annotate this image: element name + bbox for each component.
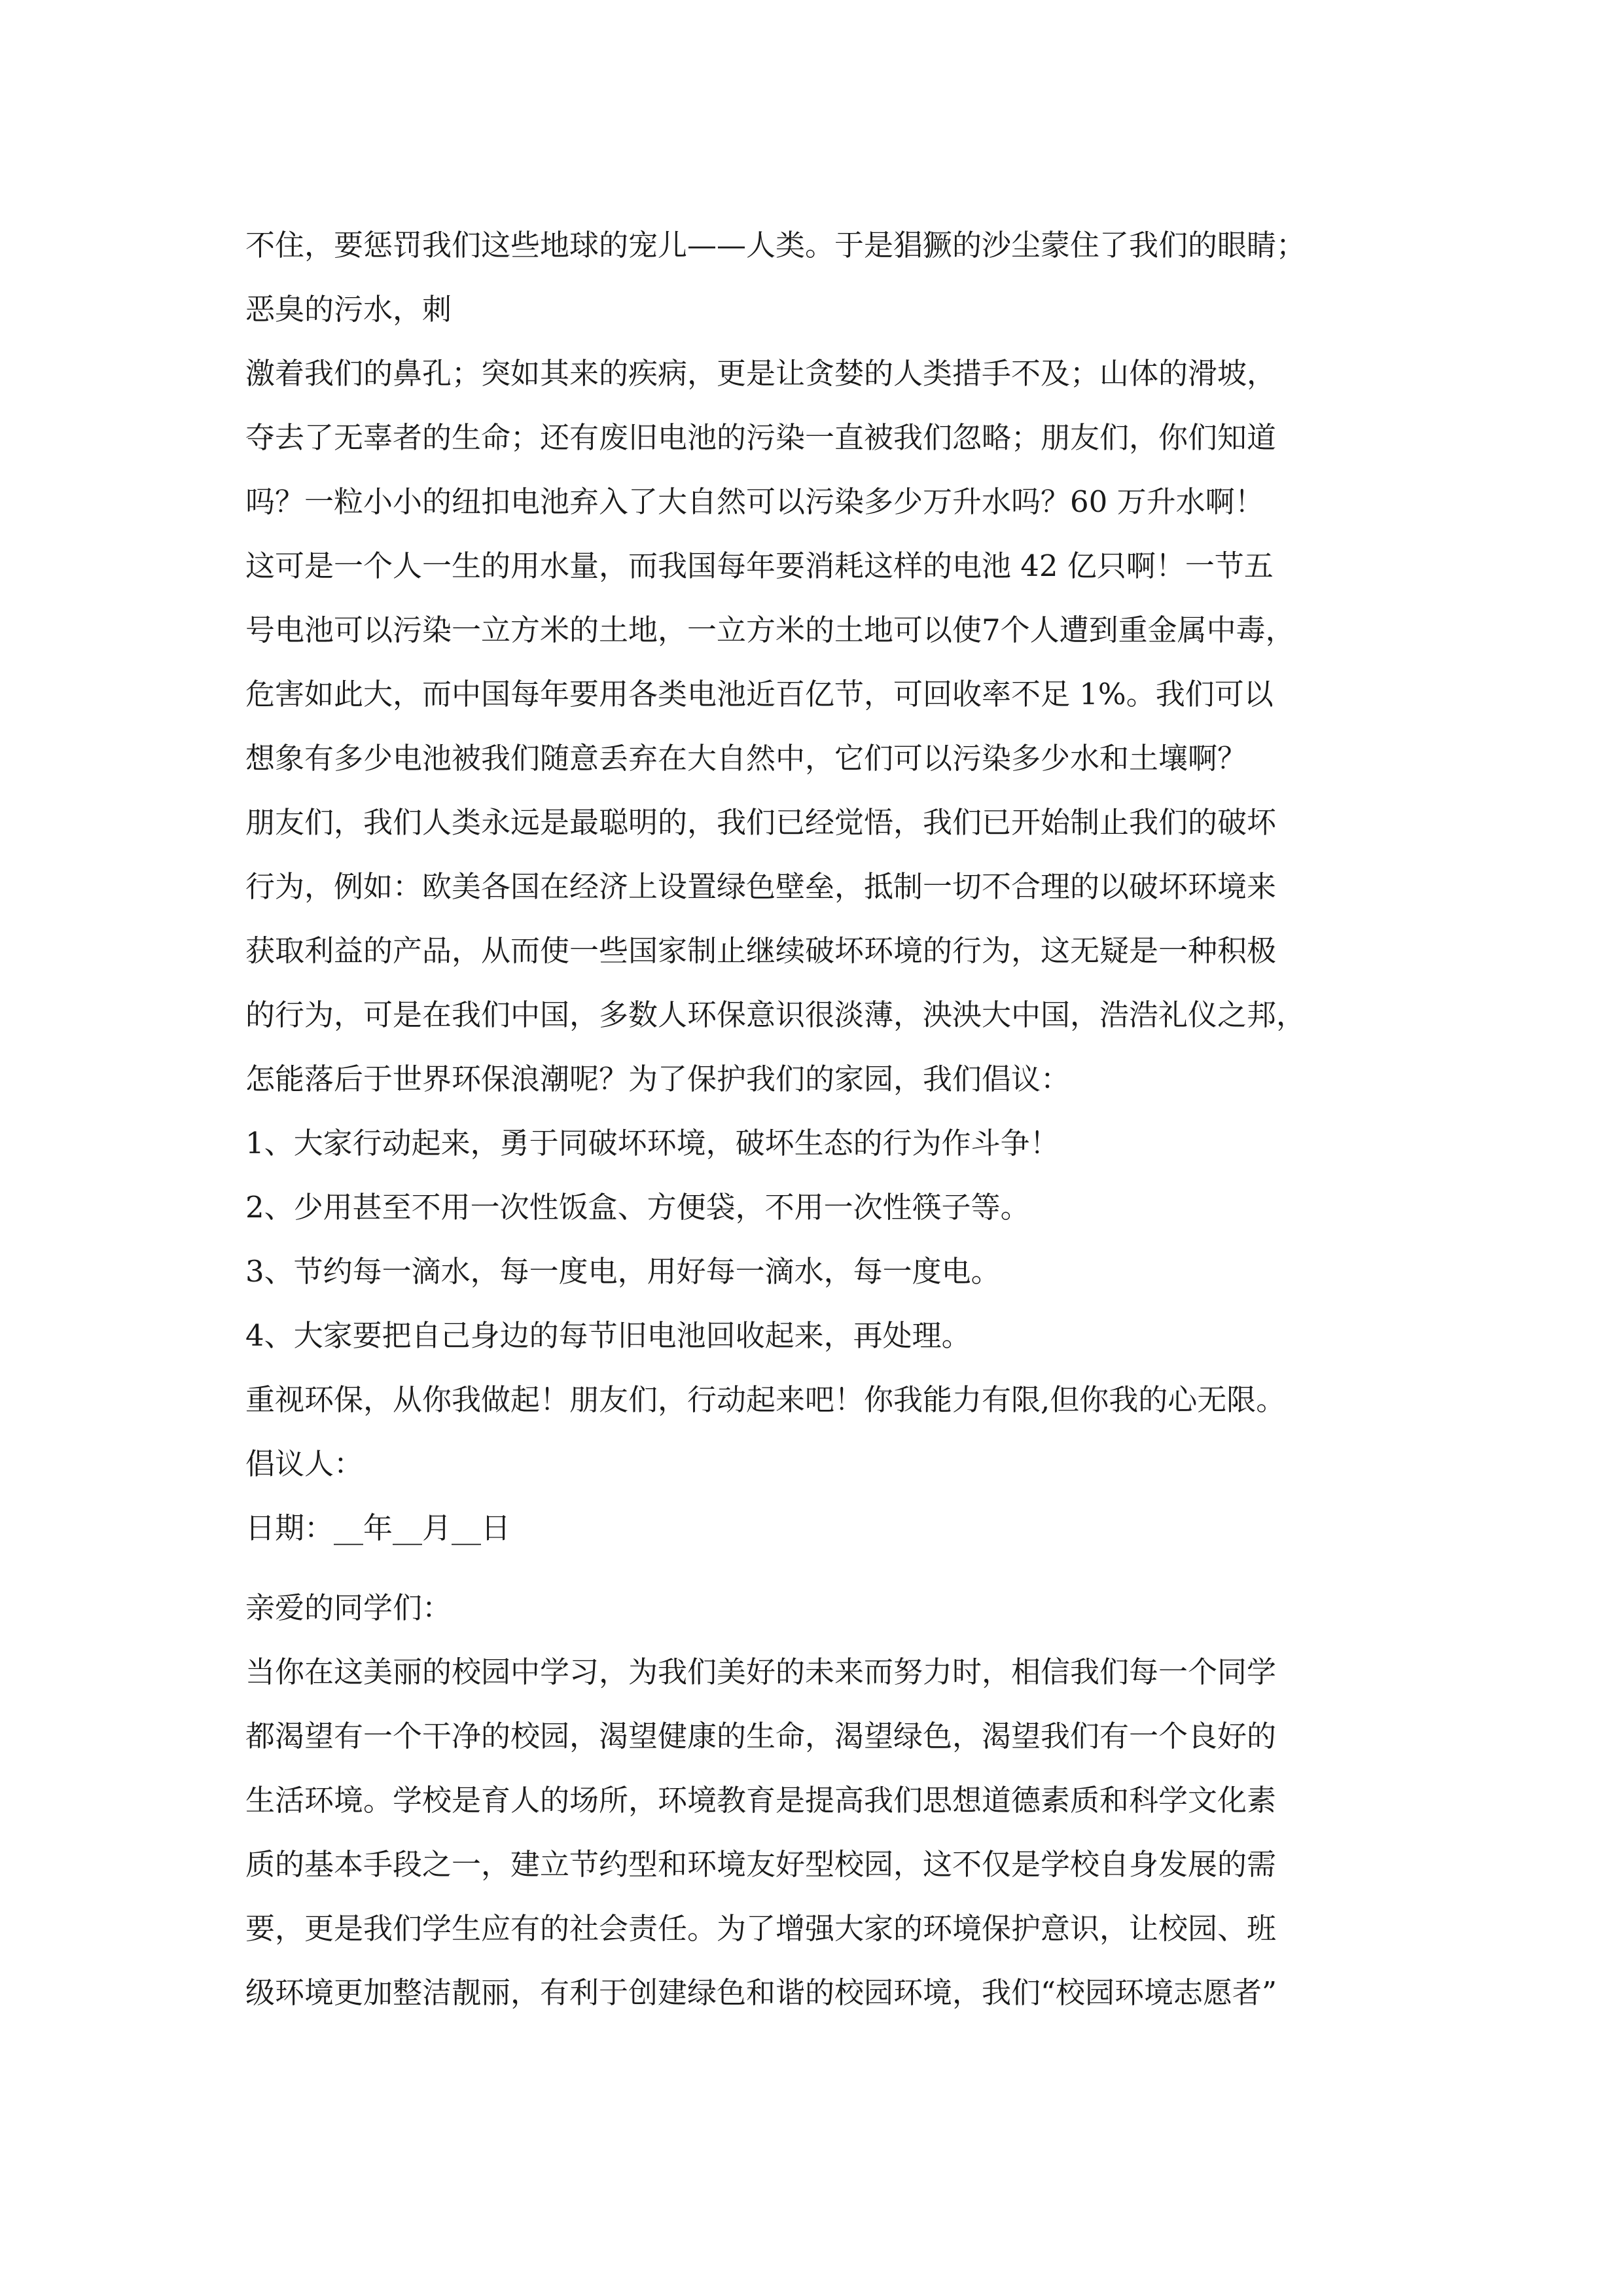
proposal-text-part1 (245, 213, 1404, 1560)
text-line: 怎能落后于世界环保浪潮呢？为了保护我们的家园，我们倡议： (245, 1062, 1071, 1096)
salutation: 亲爱的同学们： (245, 1590, 452, 1625)
proposal-item-4: 4、大家要把自己身边的每节旧电池回收起来，再处理。 (245, 1318, 971, 1353)
text-line: 危害如此大，而中国每年要用各类电池近百亿节，可回收率不足 1%。我们可以 (245, 677, 1274, 711)
text-line: 的行为，可是在我们中国，多数人环保意识很淡薄，泱泱大中国，浩浩礼仪之邦， (245, 997, 1306, 1032)
proposal-item-2: 2、少用甚至不用一次性饭盒、方便袋，不用一次性筷子等。 (245, 1190, 1030, 1225)
text-line: 都渴望有一个干净的校园，渴望健康的生命，渴望绿色，渴望我们有一个良好的 (245, 1719, 1277, 1753)
date-line: 日期：__年__月__日 (245, 1511, 511, 1545)
text-line: 级环境更加整洁靓丽，有利于创建绿色和谐的校园环境，我们“校园环境志愿者” (245, 1975, 1277, 2010)
text-line: 想象有多少电池被我们随意丢弃在大自然中，它们可以污染多少水和土壤啊？ (245, 741, 1247, 776)
text-line: 朋友们，我们人类永远是最聪明的，我们已经觉悟，我们已开始制止我们的破坏 (245, 805, 1277, 840)
text-line: 要，更是我们学生应有的社会责任。为了增强大家的环境保护意识，让校园、班 (245, 1911, 1277, 1946)
text-line: 不住，要惩罚我们这些地球的宠儿——人类。于是猖獗的沙尘蒙住了我们的眼睛； (245, 228, 1306, 262)
text-line: 获取利益的产品，从而使一些国家制止继续破坏环境的行为，这无疑是一种积极 (245, 933, 1277, 968)
text-line: 号电池可以污染一立方米的土地，一立方米的土地可以使7个人遭到重金属中毒， (245, 613, 1295, 647)
text-line: 恶臭的污水，刺 (245, 292, 452, 327)
proposal-item-1: 1、大家行动起来，勇于同破坏环境，破坏生态的行为作斗争！ (245, 1126, 1060, 1160)
text-line: 当你在这美丽的校园中学习，为我们美好的未来而努力时，相信我们每一个同学 (245, 1655, 1277, 1689)
text-line: 这可是一个人一生的用水量，而我国每年要消耗这样的电池 42 亿只啊！一节五 (245, 548, 1274, 583)
text-line: 行为，例如：欧美各国在经济上设置绿色壁垒，抵制一切不合理的以破坏环境来 (245, 869, 1277, 904)
proposer-label: 倡议人： (245, 1446, 364, 1481)
closing-slogan: 重视环保，从你我做起！朋友们，行动起来吧！你我能力有限,但你我的心无限。 (245, 1382, 1286, 1417)
proposal-text-part2 (245, 1576, 1404, 2025)
proposal-item-3: 3、节约每一滴水，每一度电，用好每一滴水，每一度电。 (245, 1254, 1001, 1289)
text-line: 质的基本手段之一，建立节约型和环境友好型校园，这不仅是学校自身发展的需 (245, 1847, 1277, 1882)
text-line: 激着我们的鼻孔；突如其来的疾病，更是让贪婪的人类措手不及；山体的滑坡， (245, 356, 1277, 391)
text-line: 生活环境。学校是育人的场所，环境教育是提高我们思想道德素质和科学文化素 (245, 1783, 1277, 1818)
text-line: 夺去了无辜者的生命；还有废旧电池的污染一直被我们忽略；朋友们，你们知道 (245, 420, 1277, 455)
text-line: 吗？一粒小小的纽扣电池弃入了大自然可以污染多少万升水吗？60 万升水啊！ (245, 484, 1264, 519)
